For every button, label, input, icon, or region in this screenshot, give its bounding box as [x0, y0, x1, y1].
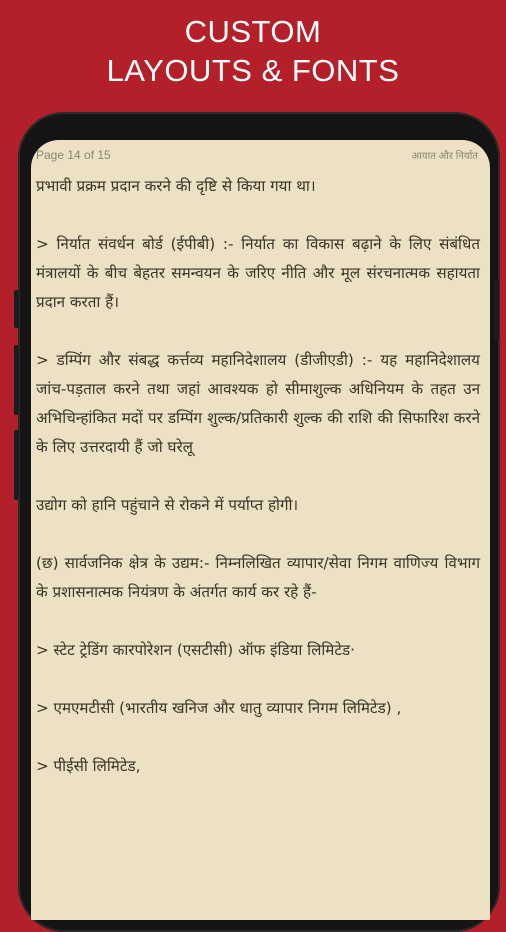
page-indicator: Page 14 of 15 — [36, 148, 111, 162]
paragraph: > स्टेट ट्रेडिंग कारपोरेशन (एसटीसी) ऑफ इंडिया लिमिटेड· — [36, 641, 356, 659]
reader-text[interactable] — [36, 172, 480, 810]
chapter-title: आयात और निर्यात — [411, 151, 478, 162]
paragraph: > पीईसी लिमिटेड, — [36, 757, 141, 775]
volume-button — [14, 345, 19, 415]
power-button — [14, 430, 19, 500]
paragraph: प्रभावी प्रक्रम प्रदान करने की दृष्टि से किया गया था। — [36, 177, 316, 195]
paragraph: > एमएमटीसी (भारतीय खनिज और धातु व्यापार निगम लिमिटेड) , — [36, 699, 402, 717]
side-button — [494, 280, 499, 340]
paragraph: (छ) सार्वजनिक क्षेत्र के उद्यम:- निम्नलिखित व्यापार/सेवा निगम वाणिज्य विभाग के प्रशासनात्मक नियंत्रण के अंतर्गत कार्य कर रहे हैं- — [36, 554, 480, 601]
reader-screen[interactable] — [31, 140, 490, 920]
banner-line-2: LAYOUTS & FONTS — [106, 53, 400, 88]
volume-button — [14, 290, 19, 328]
banner-line-1: CUSTOM — [184, 14, 322, 49]
paragraph: उद्योग को हानि पहुंचाने से रोकने में पर्याप्त होगी। — [36, 496, 299, 514]
reader-status-bar — [31, 140, 490, 168]
paragraph: > निर्यात संवर्धन बोर्ड (ईपीबी) :- निर्यात का विकास बढ़ाने के लिए संबंधित मंत्रालयों के बीच बेहतर समन्वयन के जरिए नीति और मूल संरचनात्मक सहायता प्रदान करता हैं। — [36, 235, 480, 311]
promo-banner — [0, 12, 506, 90]
paragraph: > डम्पिंग और संबद्ध कर्त्तव्य महानिदेशालय (डीजीएडी) :- यह महानिदेशालय जांच-पड़ताल करने तथा जहां आवश्यक हो सीमाशुल्क अधिनियम के तहत उन अभिचिन्हांकित मदों पर डम्पिंग शुल्क/प्रतिकारी शुल्क की राशि की सिफारिश करने के लिए उत्तरदायी हैं जो घरेलू — [36, 351, 480, 456]
